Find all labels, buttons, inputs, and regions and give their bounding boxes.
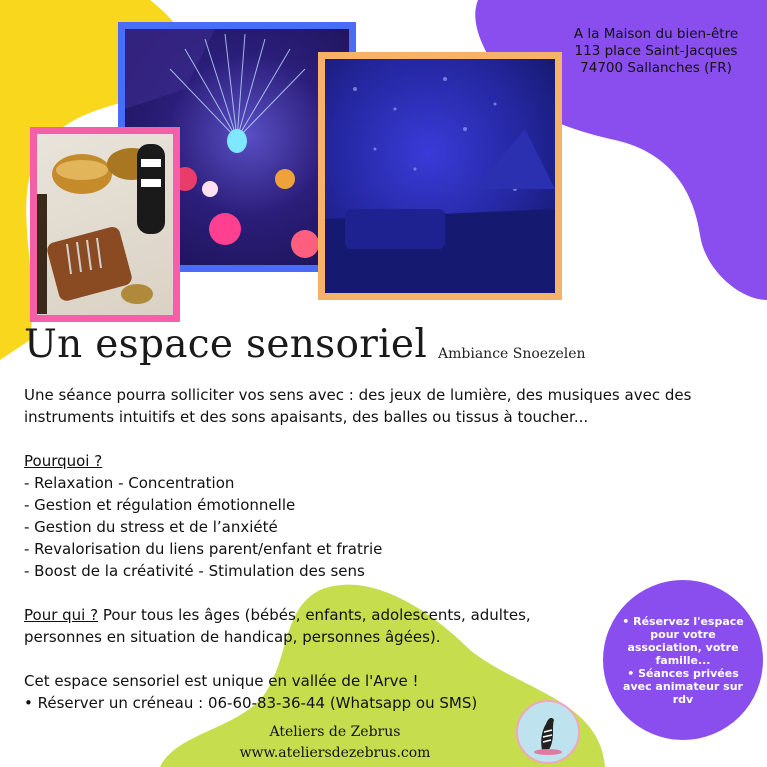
photo-starry-room	[318, 52, 562, 300]
benefit-item: - Gestion du stress et de l’anxiété	[24, 518, 278, 536]
subtitle: Ambiance Snoezelen	[438, 346, 586, 362]
benefit-item: - Boost de la créativité - Stimulation des sens	[24, 562, 365, 580]
address-block	[548, 26, 764, 77]
pour-qui-heading: Pour qui ?	[24, 606, 99, 624]
intro-paragraph: Une séance pourra solliciter vos sens avec : des jeux de lumière, des musiques avec des instruments intuitifs et des sons apaisants, des balles ou tissus à toucher...	[24, 386, 692, 426]
address-line-2: 113 place Saint-Jacques	[574, 43, 738, 59]
benefit-item: - Relaxation - Concentration	[24, 474, 235, 492]
page-title: Un espace sensoriel	[24, 322, 428, 367]
address-line-3: 74700 Sallanches (FR)	[580, 60, 732, 76]
benefit-item: - Gestion et régulation émotionnelle	[24, 496, 296, 514]
footer-website[interactable]: www.ateliersdezebrus.com	[239, 745, 431, 761]
footer	[225, 722, 445, 764]
zebra-icon	[518, 702, 578, 762]
photo-instruments	[30, 127, 180, 322]
badge-line-2: • Séances privées avec animateur sur rdv	[623, 666, 743, 706]
pour-qui-text: Pour tous les âges (bébés, enfants, adolescents, adultes, personnes en situation de handicap, personnes âgées).	[24, 606, 531, 646]
footer-name: Ateliers de Zebrus	[269, 724, 401, 740]
unique-text: Cet espace sensoriel est unique en vallée de l'Arve !	[24, 672, 419, 690]
reserve-text: • Réserver un créneau : 06-60-83-36-44 (Whatsapp ou SMS)	[24, 694, 478, 712]
benefit-item: - Revalorisation du liens parent/enfant et fratrie	[24, 540, 383, 558]
address-line-1: A la Maison du bien-être	[573, 26, 739, 42]
pourquoi-heading: Pourquoi ?	[24, 452, 103, 470]
booking-badge	[603, 580, 763, 740]
zebrus-logo	[516, 700, 580, 764]
badge-line-1: • Réservez l'espace pour votre association, votre famille...	[622, 614, 744, 667]
